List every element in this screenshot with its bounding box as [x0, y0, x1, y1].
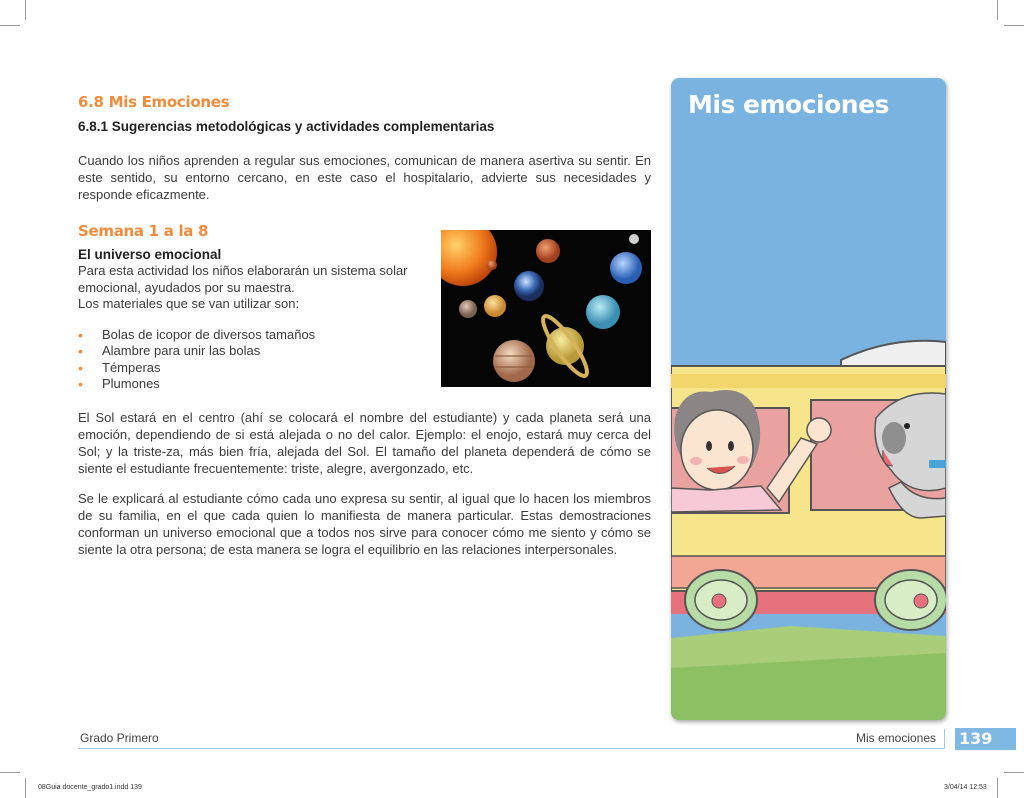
planet-shape: [514, 271, 544, 301]
list-item-text: Alambre para unir las bolas: [102, 343, 261, 359]
planet-shape: [487, 260, 497, 270]
footer-chapter: Mis emociones: [856, 731, 937, 745]
activity-intro: [78, 263, 418, 313]
planet-shape: [610, 252, 642, 284]
list-item-text: Témperas: [102, 359, 161, 375]
solar-system-illustration: [441, 230, 651, 387]
side-panel-title: Mis emociones: [688, 90, 889, 119]
section-subtitle: 6.8.1 Sugerencias metodológicas y actividades complementarias: [78, 119, 495, 134]
print-slug-file: 08Guia docente_grado1.indd 139: [38, 784, 142, 791]
side-panel: [671, 78, 946, 720]
bullet-icon: •: [78, 375, 83, 392]
bullet-icon: •: [78, 359, 83, 376]
list-item-text: Bolas de icopor de diversos tamaños: [102, 327, 316, 342]
list-item-text: Plumones: [102, 375, 160, 391]
footer-divider: [78, 748, 945, 749]
week-title: Semana 1 a la 8: [78, 222, 209, 240]
list-item: [78, 376, 315, 392]
crop-mark: [1004, 772, 1024, 773]
crop-mark: [25, 0, 26, 20]
list-item: [78, 360, 315, 376]
crop-mark: [1004, 25, 1024, 26]
activity-intro-line: Para esta actividad los niños elaborarán un sistema solar emocional, ayudados por su maestra.: [78, 263, 408, 295]
print-slug-date: 3/04/14 12:53: [944, 784, 987, 791]
crop-mark: [997, 778, 998, 798]
bullet-icon: •: [78, 327, 83, 343]
closing-paragraph: Se le explicará al estudiante cómo cada uno expresa su sentir, al igual que lo hacen los miembros de su familia, en el que cada quien lo manifiesta de manera particular. Estas demostraciones conforman un universo emocional que a todos nos sirve para conocer cómo me siento y cómo se siente la otra persona; de esta manera se logra el equilibrio en las relaciones interpersonales.: [78, 491, 651, 557]
planet-shape: [484, 295, 506, 317]
planet-shape: [536, 239, 560, 263]
activity-title: El universo emocional: [78, 247, 222, 262]
crop-mark: [0, 25, 20, 26]
activity-intro-line: Los materiales que se van utilizar son:: [78, 296, 300, 311]
explanation-paragraph: El Sol estará en el centro (ahí se colocará el nombre del estudiante) y cada planeta será una emoción, dependiendo de si está alejada o no del calor. Ejemplo: el enojo, estará muy cerca del Sol; y la triste-za, más bien fría, alejada del Sol. El tamaño del planeta dependerá de cómo se siente el estudiante frecuentemente: triste, alegre, avergonzado, etc.: [78, 410, 651, 476]
footer-divider: [944, 729, 945, 749]
section-title: 6.8 Mis Emociones: [78, 93, 230, 111]
list-item: [78, 343, 315, 359]
planet-shape: [493, 340, 535, 382]
crop-mark: [997, 0, 998, 20]
planet-shape: [586, 295, 620, 329]
intro-paragraph: Cuando los niños aprenden a regular sus emociones, comunican de manera asertiva su sentir. En este sentido, su entorno cercano, en este caso el hospitalario, advierte sus necesidades y responde eficazmente.: [78, 153, 651, 202]
solar-system-image: [441, 230, 651, 387]
materials-list: [78, 327, 315, 392]
planet-shape: [629, 234, 639, 244]
page-number: 139: [955, 728, 1016, 750]
bus-illustration: [671, 78, 946, 720]
planet-shape: [459, 300, 477, 318]
list-item: [78, 327, 315, 343]
crop-mark: [25, 778, 26, 798]
bullet-icon: •: [78, 343, 83, 360]
crop-mark: [0, 772, 20, 773]
sun-shape: [441, 230, 497, 286]
footer-grade: Grado Primero: [80, 731, 159, 745]
